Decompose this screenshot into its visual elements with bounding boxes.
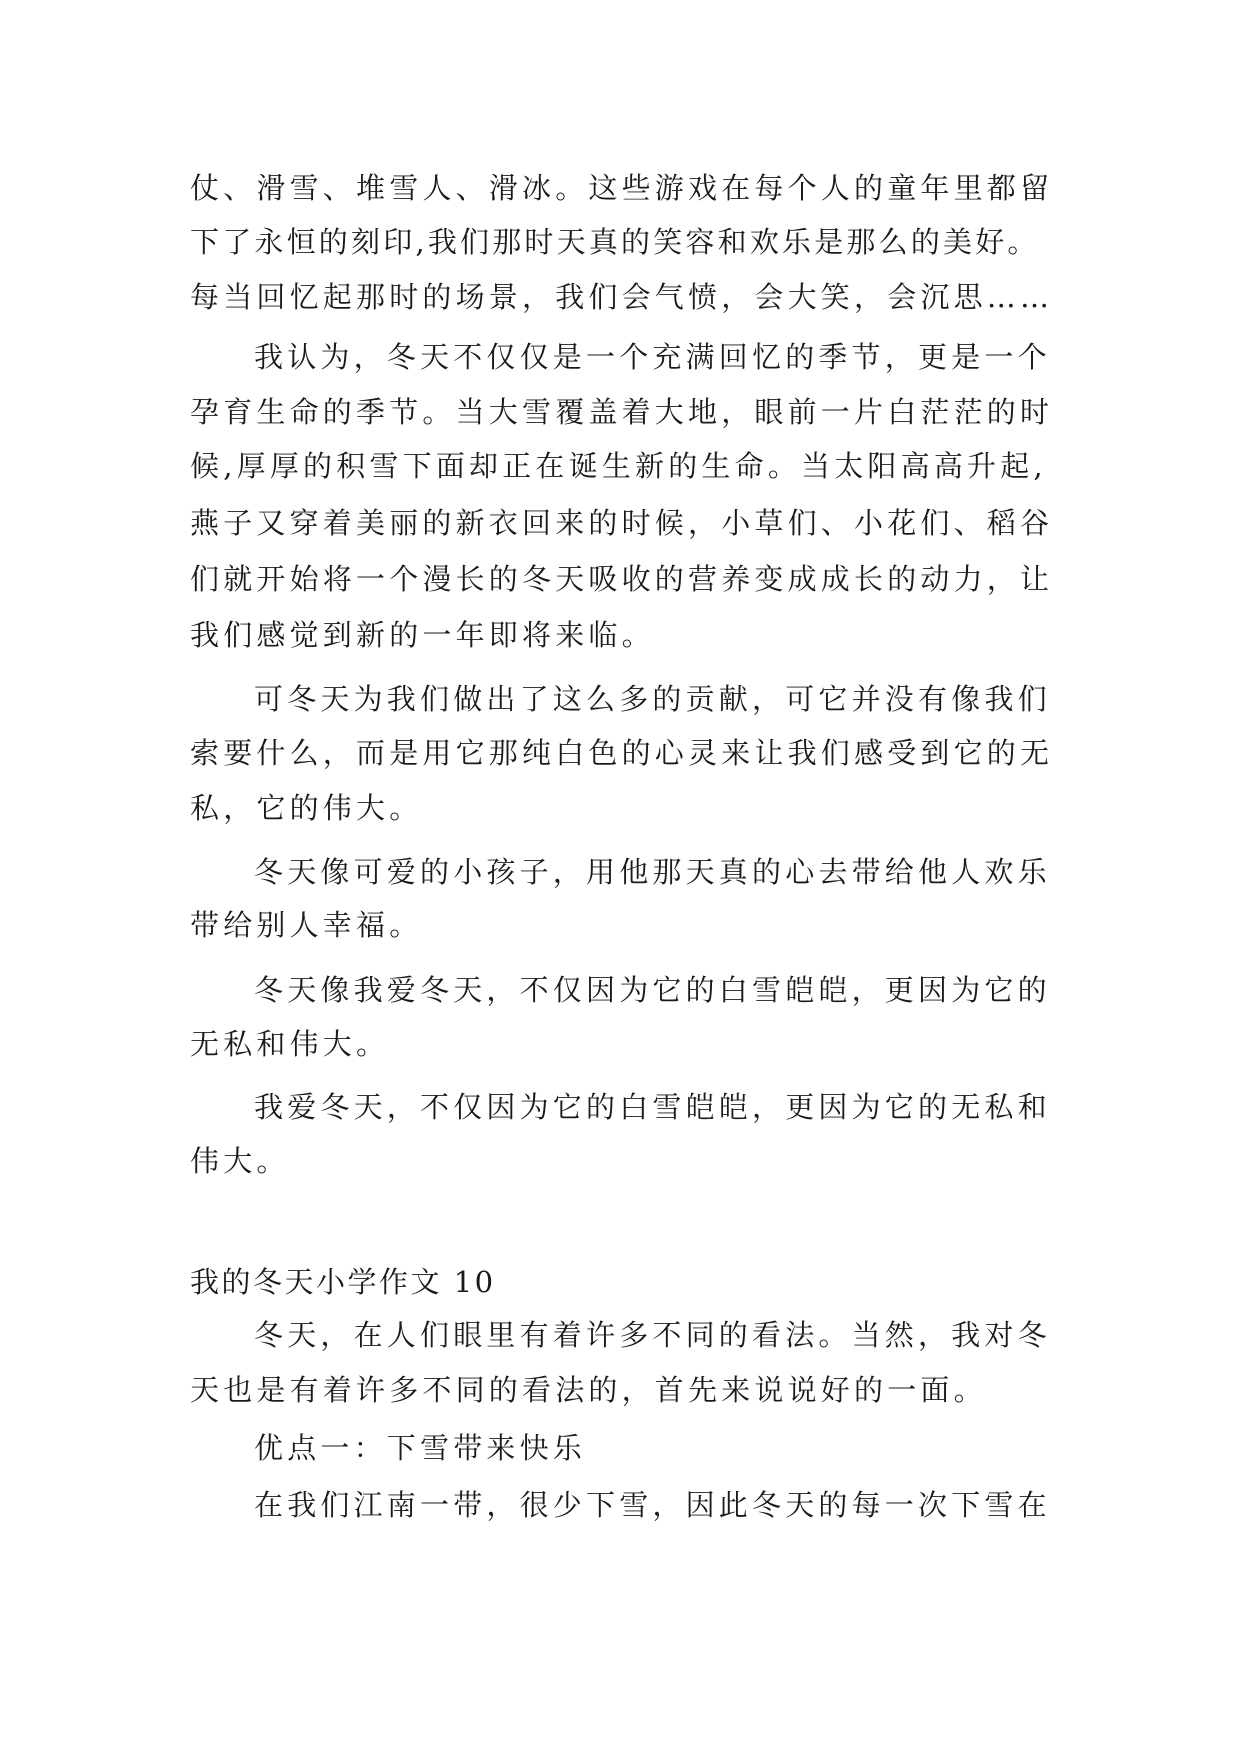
paragraph-line: 我们感觉到新的一年即将来临。 bbox=[190, 618, 655, 652]
paragraph-line: 燕子又穿着美丽的新衣回来的时候，小草们、小花们、稻谷 bbox=[190, 506, 1054, 540]
paragraph-line: 带给别人幸福。 bbox=[190, 908, 423, 942]
paragraph-line: 孕育生命的季节。当大雪覆盖着大地，眼前一片白茫茫的时 bbox=[190, 395, 1054, 429]
paragraph-line: 优点一：下雪带来快乐 bbox=[254, 1431, 587, 1465]
paragraph-line: 候,厚厚的积雪下面却正在诞生新的生命。当太阳高高升起, bbox=[190, 449, 1047, 483]
paragraph-line: 下了永恒的刻印,我们那时天真的笑容和欢乐是那么的美好。 bbox=[190, 225, 1040, 259]
paragraph-line: 无私和伟大。 bbox=[190, 1027, 390, 1061]
paragraph-line: 仗、滑雪、堆雪人、滑冰。这些游戏在每个人的童年里都留 bbox=[190, 171, 1054, 205]
paragraph-line: 们就开始将一个漫长的冬天吸收的营养变成成长的动力，让 bbox=[190, 562, 1054, 596]
paragraph-line: 伟大。 bbox=[190, 1144, 290, 1178]
paragraph-line: 我认为，冬天不仅仅是一个充满回忆的季节，更是一个 bbox=[254, 340, 1051, 374]
paragraph-line: 冬天，在人们眼里有着许多不同的看法。当然，我对冬 bbox=[254, 1318, 1051, 1352]
paragraph-line: 冬天像可爱的小孩子，用他那天真的心去带给他人欢乐 bbox=[254, 855, 1051, 889]
paragraph-line: 在我们江南一带，很少下雪，因此冬天的每一次下雪在 bbox=[254, 1488, 1051, 1522]
paragraph-line: 可冬天为我们做出了这么多的贡献，可它并没有像我们 bbox=[254, 682, 1051, 716]
paragraph-line: 私，它的伟大。 bbox=[190, 791, 423, 825]
paragraph-line: 冬天像我爱冬天，不仅因为它的白雪皑皑，更因为它的 bbox=[254, 973, 1051, 1007]
section-heading: 我的冬天小学作文 10 bbox=[190, 1265, 496, 1299]
paragraph-line: 每当回忆起那时的场景，我们会气愤，会大笑，会沉思…… bbox=[190, 280, 1054, 314]
paragraph-line: 索要什么，而是用它那纯白色的心灵来让我们感受到它的无 bbox=[190, 736, 1054, 770]
paragraph-line: 天也是有着许多不同的看法的，首先来说说好的一面。 bbox=[190, 1373, 987, 1407]
paragraph-line: 我爱冬天，不仅因为它的白雪皑皑，更因为它的无私和 bbox=[254, 1090, 1051, 1124]
